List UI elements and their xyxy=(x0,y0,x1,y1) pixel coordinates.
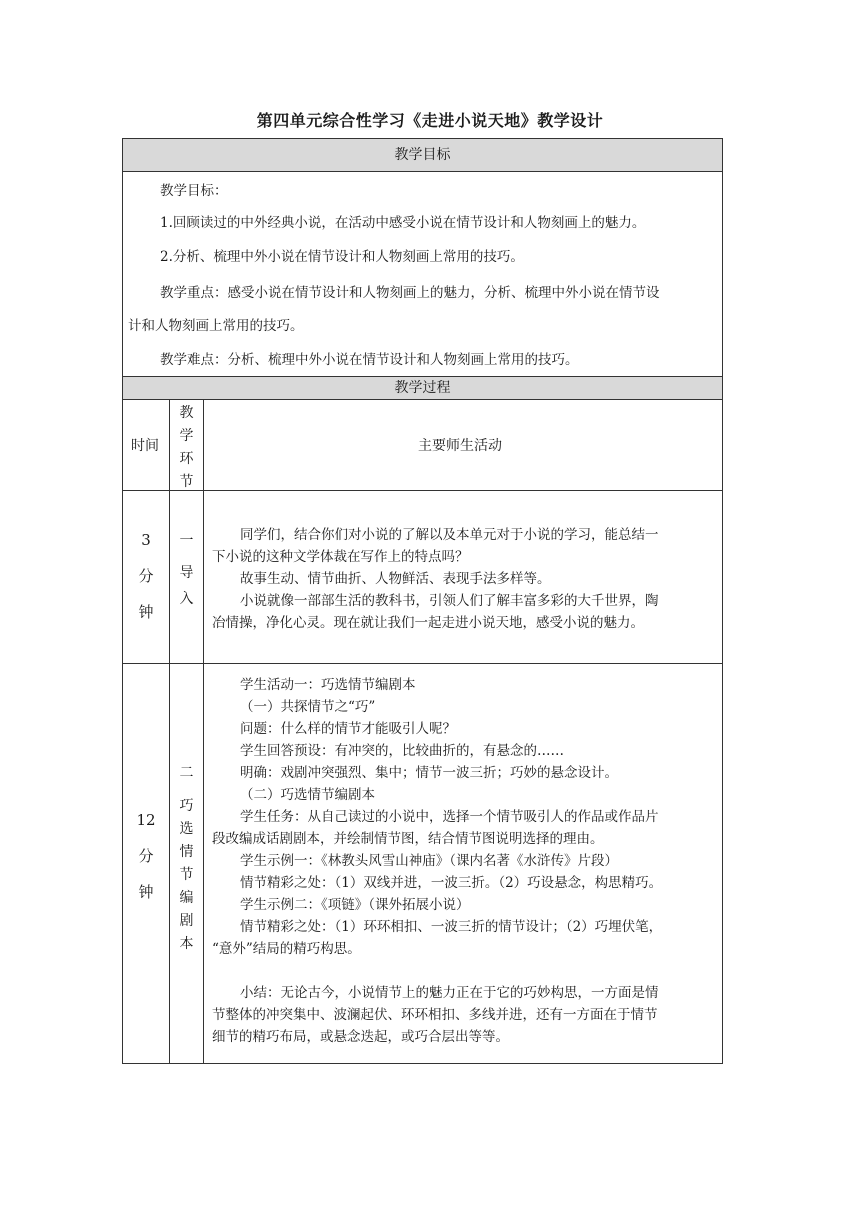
time-char: 分 xyxy=(138,847,154,865)
activity-line: 学生任务：从自己读过的小说中，选择一个情节吸引人的作品或作品片 xyxy=(240,809,659,825)
time-char: 3 xyxy=(141,531,151,549)
col-header-time: 时间 xyxy=(131,438,159,454)
activity-line: 学生回答预设：有冲突的，比较曲折的，有悬念的…… xyxy=(240,743,564,759)
goals-line: 1.回顾读过的中外经典小说，在活动中感受小说在情节设计和人物刻画上的魅力。 xyxy=(160,215,646,231)
row1-stage xyxy=(170,528,203,612)
row2-time xyxy=(123,802,169,910)
activity-line: （一）共探情节之“巧” xyxy=(240,699,376,715)
time-char: 钟 xyxy=(138,603,154,621)
process-header: 教学过程 xyxy=(122,376,723,400)
stage-char: 二 xyxy=(179,765,194,781)
time-char: 钟 xyxy=(138,883,154,901)
activity-line: 故事生动、情节曲折、人物鲜活、表现手法多样等。 xyxy=(240,571,551,587)
time-char: 12 xyxy=(136,811,156,829)
stage-char: 一 xyxy=(179,533,194,549)
row1-time xyxy=(123,522,169,630)
activity-line: 明确：戏剧冲突强烈、集中；情节一波三折；巧妙的悬念设计。 xyxy=(240,765,618,781)
stage-header-char: 环 xyxy=(179,451,194,467)
stage-char: 选 xyxy=(179,821,194,837)
stage-char: 导 xyxy=(179,565,194,581)
stage-char: 情 xyxy=(179,844,194,860)
stage-header-char: 节 xyxy=(179,474,194,490)
goals-line: 2.分析、梳理中外小说在情节设计和人物刻画上常用的技巧。 xyxy=(160,249,524,265)
row-divider xyxy=(122,663,723,664)
activity-line: 情节精彩之处：（1）双线并进，一波三折。（2）巧设悬念，构思精巧。 xyxy=(240,875,663,891)
activity-line: 学生示例二：《项链》（课外拓展小说） xyxy=(240,897,470,913)
goals-line: 教学目标： xyxy=(160,183,228,199)
activity-line: 冶情操，净化心灵。现在就让我们一起走进小说天地，感受小说的魅力。 xyxy=(212,615,644,631)
activity-line: 同学们，结合你们对小说的了解以及本单元对于小说的学习，能总结一 xyxy=(240,527,659,543)
activity-line: 小说就像一部部生活的教科书，引领人们了解丰富多彩的大千世界，陶 xyxy=(240,593,659,609)
document-title: 第四单元综合性学习《走进小说天地》教学设计 xyxy=(256,111,604,130)
stage-char: 节 xyxy=(179,867,194,883)
activity-line: 小结：无论古今，小说情节上的魅力正在于它的巧妙构思，一方面是情 xyxy=(240,985,659,1001)
stage-header-char: 学 xyxy=(179,428,194,444)
activity-line: 节整体的冲突集中、波澜起伏、环环相扣、多线并进，还有一方面在于情节 xyxy=(212,1007,658,1023)
activity-line: 学生示例一：《林教头风雪山神庙》（课内名著《水浒传》片段） xyxy=(240,853,618,869)
activity-line: 段改编成话剧剧本，并绘制情节图，结合情节图说明选择的理由。 xyxy=(212,831,604,847)
goals-line: 教学重点：感受小说在情节设计和人物刻画上的魅力，分析、梳理中外小说在情节设 xyxy=(160,285,660,301)
stage-header-char: 教 xyxy=(179,405,194,421)
column-divider xyxy=(203,400,204,1064)
time-char: 分 xyxy=(138,567,154,585)
row-divider xyxy=(122,490,723,491)
goals-line: 计和人物刻画上常用的技巧。 xyxy=(128,318,304,334)
col-header-stage xyxy=(170,402,203,494)
activity-line: 问题：什么样的情节才能吸引人呢？ xyxy=(240,721,456,737)
stage-char: 编 xyxy=(179,890,194,906)
goals-header: 教学目标 xyxy=(122,138,723,172)
activity-line: 情节精彩之处：（1）环环相扣、一波三折的情节设计；（2）巧埋伏笔， xyxy=(240,919,663,935)
activity-line: （二）巧选情节编剧本 xyxy=(240,787,375,803)
activity-line: 下小说的这种文学体裁在写作上的特点吗？ xyxy=(212,549,469,565)
row2-stage xyxy=(170,762,203,956)
stage-char: 剧 xyxy=(179,913,194,929)
column-divider xyxy=(169,400,170,1064)
stage-char: 入 xyxy=(179,591,194,607)
stage-char: 本 xyxy=(179,936,194,952)
activity-line: 学生活动一：巧选情节编剧本 xyxy=(240,677,416,693)
stage-char: 巧 xyxy=(179,798,194,814)
activity-line: “意外”结局的精巧构思。 xyxy=(212,941,361,957)
col-header-activity: 主要师生活动 xyxy=(418,438,502,454)
activity-line: 细节的精巧布局，或悬念迭起，或巧合层出等等。 xyxy=(212,1029,509,1045)
goals-line: 教学难点：分析、梳理中外小说在情节设计和人物刻画上常用的技巧。 xyxy=(160,352,579,368)
